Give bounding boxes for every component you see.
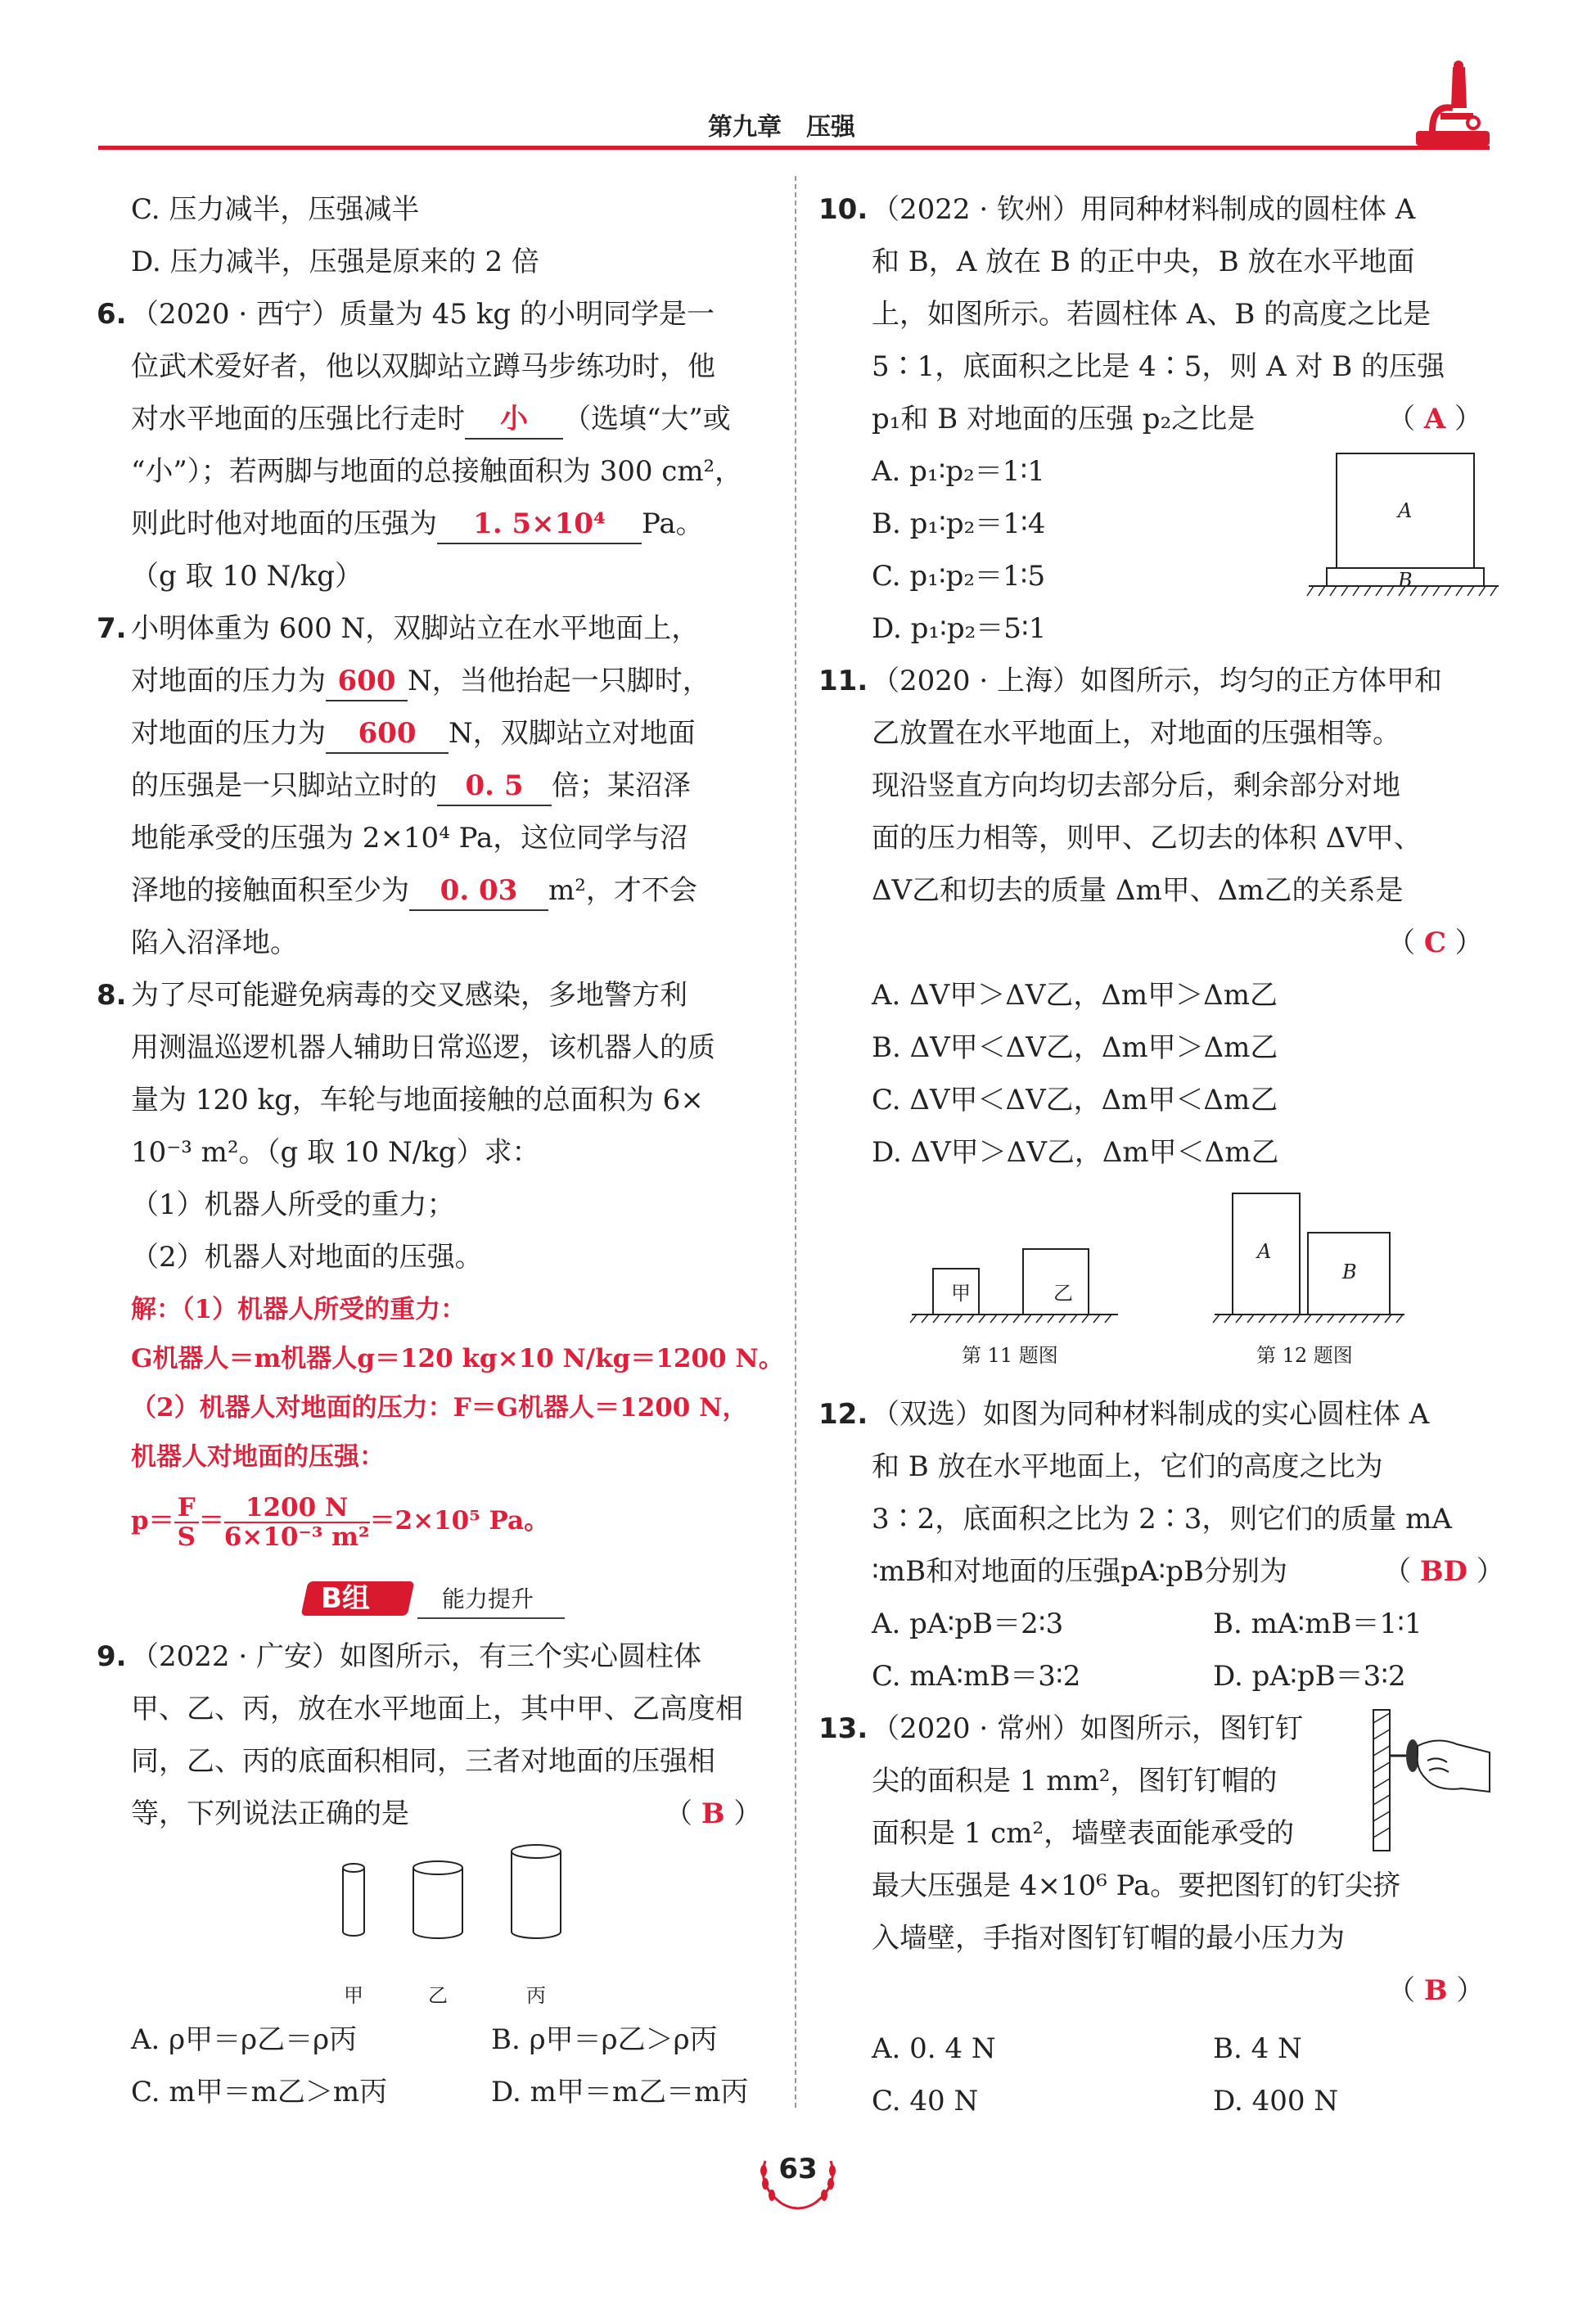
q12-line3: 3∶2，底面积之比为 2∶3，则它们的质量 mA	[872, 1503, 1452, 1536]
q7-line6	[131, 872, 697, 911]
q13-line1: （2020 · 常州）如图所示，图钉钉	[872, 1712, 1303, 1745]
q11-figure	[908, 1236, 1121, 1326]
q9-label-bing: 丙	[526, 1984, 546, 2007]
q12-option-d: D. pA∶pB＝3∶2	[1213, 1660, 1406, 1693]
q7-line4-a: 的压强是一只脚站立时的	[131, 769, 437, 802]
q8-solution-formula	[131, 1488, 549, 1554]
q12-figure	[1211, 1187, 1408, 1326]
q5-option-d: D. 压力减半，压强是原来的 2 倍	[131, 246, 539, 278]
q10-line3: 上，如图所示。若圆柱体 A、B 的高度之比是	[872, 298, 1431, 331]
q9-option-c: C. m甲＝m乙＞m丙	[131, 2076, 388, 2108]
q6-line5	[131, 505, 704, 544]
fraction-numerator: 1200 N	[224, 1494, 370, 1523]
q6-line2: 位武术爱好者，他以双脚站立蹲马步练功时，他	[131, 350, 715, 383]
q9-label-yi: 乙	[428, 1984, 448, 2007]
q10-line2: 和 B，A 放在 B 的正中央，B 放在水平地面	[872, 246, 1415, 278]
q7-answer-blank3: 0. 5	[437, 767, 552, 806]
q7-line7: 陷入沼泽地。	[131, 927, 298, 959]
q7-line4-b: 倍；某沼泽	[552, 769, 691, 802]
formula-result: ＝2×10⁵ Pa。	[369, 1506, 550, 1536]
q6-number: 6.	[97, 298, 127, 331]
q11-ground-hatch	[910, 1315, 1111, 1323]
q7-line2-b: N，当他抬起一只脚时，	[408, 665, 710, 697]
q11-answer-bracket: （ C ）	[1387, 927, 1483, 959]
q12-number: 12.	[818, 1398, 868, 1431]
chapter-header: 第九章 压强	[708, 113, 855, 142]
q6-answer-blank2: 1. 5×10⁴	[437, 505, 642, 544]
q11-caption: 第 11 题图	[962, 1344, 1058, 1367]
q7-line3	[131, 715, 696, 754]
q8-solution-line3: （2）机器人对地面的压力：F＝G机器人＝1200 N，	[131, 1393, 748, 1423]
q6-line1: （2020 · 西宁）质量为 45 kg 的小明同学是一	[131, 298, 715, 331]
q11-label-yi: 乙	[1053, 1282, 1073, 1305]
formula-eq: ＝	[198, 1506, 224, 1536]
q10-option-d: D. p₁∶p₂＝5∶1	[872, 612, 1047, 645]
q11-line1: （2020 · 上海）如图所示，均匀的正方体甲和	[872, 665, 1442, 697]
q11-answer: C	[1423, 927, 1446, 959]
cylinder-jia	[343, 1864, 364, 1936]
q6-answer-blank1: 小	[465, 400, 563, 440]
q7-line2	[131, 662, 710, 701]
q13-line2: 尖的面积是 1 mm²，图钉钉帽的	[872, 1765, 1278, 1797]
q13-option-a: A. 0. 4 N	[872, 2032, 996, 2065]
column-divider	[795, 176, 796, 2108]
q7-number: 7.	[97, 612, 127, 645]
q10-option-b: B. p₁∶p₂＝1∶4	[872, 507, 1046, 540]
header-rule	[98, 146, 1490, 150]
q9-option-d: D. m甲＝m乙＝m丙	[491, 2076, 749, 2108]
q8-solution-line1: 解：（1）机器人所受的重力：	[131, 1295, 467, 1324]
cylinder-bing	[512, 1845, 561, 1938]
q8-line3: 量为 120 kg，车轮与地面接触的总面积为 6×	[131, 1084, 704, 1116]
q6-line3-a: 对水平地面的压强比行走时	[131, 403, 465, 435]
q9-answer: B	[701, 1797, 725, 1830]
q9-answer-bracket: （ B ）	[665, 1797, 762, 1830]
q10-number: 10.	[818, 193, 868, 226]
q7-answer-blank4: 0. 03	[409, 872, 548, 911]
q10-label-a: A	[1398, 499, 1413, 522]
q12-caption: 第 12 题图	[1256, 1344, 1353, 1367]
q11-option-b: B. ΔV甲＜ΔV乙，Δm甲＞Δm乙	[872, 1031, 1278, 1064]
formula-p: p＝	[131, 1506, 174, 1536]
q13-line3: 面积是 1 cm²，墙壁表面能承受的	[872, 1817, 1295, 1850]
q8-line1: 为了尽可能避免病毒的交叉感染，多地警方利	[131, 979, 688, 1012]
q10-line4: 5∶1，底面积之比是 4∶5，则 A 对 B 的压强	[872, 350, 1445, 383]
q7-answer-blank2: 600	[326, 715, 449, 754]
q13-thumbtack-figure	[1359, 1707, 1498, 1854]
q6-line3-b: （选填“大”或	[563, 403, 731, 435]
q7-line5: 地能承受的压强为 2×10⁴ Pa，这位同学与沼	[131, 822, 688, 855]
q10-answer-bracket: （ A ）	[1387, 403, 1483, 435]
q12-ground-hatch	[1213, 1315, 1403, 1323]
q9-option-a: A. ρ甲＝ρ乙＝ρ丙	[131, 2023, 358, 2056]
q13-option-c: C. 40 N	[872, 2085, 979, 2117]
q9-line1: （2022 · 广安）如图所示，有三个实心圆柱体	[131, 1640, 701, 1673]
q12-answer-bracket: （ BD ）	[1383, 1555, 1504, 1588]
q12-option-b: B. mA∶mB＝1∶1	[1213, 1608, 1422, 1640]
q7-line2-a: 对地面的压力为	[131, 665, 326, 697]
cylinder-yi	[413, 1861, 462, 1938]
q11-option-a: A. ΔV甲＞ΔV乙，Δm甲＞Δm乙	[872, 979, 1278, 1012]
section-b-badge-label: B组	[321, 1582, 370, 1615]
q6-line6: （g 取 10 N/kg）	[131, 560, 363, 593]
page-number: 63	[778, 2153, 818, 2185]
q7-line6-a: 泽地的接触面积至少为	[131, 874, 409, 907]
q12-option-a: A. pA∶pB＝2∶3	[872, 1608, 1064, 1640]
q10-line1: （2022 · 钦州）用同种材料制成的圆柱体 A	[872, 193, 1416, 226]
q10-line5: p₁和 B 对地面的压强 p₂之比是	[872, 403, 1256, 435]
q11-line4: 面的压力相等，则甲、乙切去的体积 ΔV甲、	[872, 822, 1422, 855]
microscope-icon	[1408, 59, 1498, 151]
q6-line5-b: Pa。	[642, 507, 704, 540]
fraction-s: S	[177, 1522, 196, 1552]
q7-line3-b: N，双脚站立对地面	[449, 717, 696, 750]
q6-line3	[131, 400, 731, 440]
q13-answer-bracket: （ B ）	[1387, 1974, 1485, 2007]
q11-option-c: C. ΔV甲＜ΔV乙，Δm甲＜Δm乙	[872, 1084, 1278, 1116]
section-b-title: 能力提升	[442, 1585, 534, 1612]
q8-number: 8.	[97, 979, 127, 1012]
q13-line5: 入墙壁，手指对图钉钉帽的最小压力为	[872, 1922, 1345, 1955]
section-b-underline	[417, 1617, 565, 1619]
q7-line4	[131, 767, 691, 806]
q11-line2: 乙放置在水平地面上，对地面的压强相等。	[872, 717, 1400, 750]
q9-label-jia: 甲	[344, 1984, 363, 2007]
q6-line4: “小”）；若两脚与地面的总接触面积为 300 cm²，	[131, 455, 743, 488]
q8-solution-line4: 机器人对地面的压强：	[131, 1442, 385, 1472]
q9-line2: 甲、乙、丙，放在水平地面上，其中甲、乙高度相	[131, 1693, 743, 1725]
q10-option-c: C. p₁∶p₂＝1∶5	[872, 560, 1046, 593]
q9-cylinders-figure	[327, 1842, 614, 1964]
q13-line4: 最大压强是 4×10⁶ Pa。要把图钉的钉尖挤	[872, 1869, 1401, 1902]
q11-label-jia: 甲	[951, 1282, 971, 1305]
fraction-denominator: 6×10⁻³ m²	[223, 1522, 370, 1552]
q12-line4: ∶mB和对地面的压强pA∶pB分别为	[872, 1555, 1287, 1588]
q13-option-d: D. 400 N	[1213, 2085, 1339, 2117]
q12-answer: BD	[1419, 1555, 1468, 1588]
q12-line2: 和 B 放在水平地面上，它们的高度之比为	[872, 1450, 1383, 1483]
q11-line3: 现沿竖直方向均切去部分后，剩余部分对地	[872, 769, 1400, 802]
q8-solution-line2: G机器人＝m机器人g＝120 kg×10 N/kg＝1200 N。	[131, 1344, 784, 1373]
q12-label-b: B	[1342, 1260, 1357, 1283]
q8-line4: 10⁻³ m²。（g 取 10 N/kg）求：	[131, 1136, 540, 1169]
q9-line3: 同，乙、丙的底面积相同，三者对地面的压强相	[131, 1745, 715, 1778]
hand	[1418, 1740, 1490, 1792]
q11-number: 11.	[818, 665, 868, 697]
q5-option-c: C. 压力减半，压强减半	[131, 193, 420, 226]
q8-line2: 用测温巡逻机器人辅助日常巡逻，该机器人的质	[131, 1031, 715, 1064]
q7-line6-b: m²，才不会	[548, 874, 697, 907]
fraction-values	[224, 1494, 370, 1551]
q7-line3-a: 对地面的压力为	[131, 717, 326, 750]
q12-option-c: C. mA∶mB＝3∶2	[872, 1660, 1081, 1693]
q11-option-d: D. ΔV甲＞ΔV乙，Δm甲＜Δm乙	[872, 1136, 1279, 1169]
q11-line5: ΔV乙和切去的质量 Δm甲、Δm乙的关系是	[872, 874, 1404, 907]
fraction-f: F	[174, 1494, 199, 1523]
q9-option-b: B. ρ甲＝ρ乙＞ρ丙	[491, 2023, 718, 2056]
fraction-f-over-s	[174, 1494, 199, 1551]
q9-number: 9.	[97, 1640, 127, 1673]
q8-line6: （2）机器人对地面的压强。	[131, 1241, 483, 1274]
q6-line5-a: 则此时他对地面的压强为	[131, 507, 437, 540]
q10-label-b: B	[1398, 569, 1413, 592]
q13-option-b: B. 4 N	[1213, 2032, 1302, 2065]
q7-line1: 小明体重为 600 N，双脚站立在水平地面上，	[131, 612, 700, 645]
q7-answer-blank1: 600	[326, 662, 408, 701]
q13-number: 13.	[818, 1712, 868, 1745]
q10-option-a: A. p₁∶p₂＝1∶1	[872, 455, 1045, 488]
q8-line5: （1）机器人所受的重力；	[131, 1188, 455, 1221]
q12-label-a: A	[1257, 1240, 1272, 1263]
q9-line4: 等，下列说法正确的是	[131, 1797, 409, 1830]
q10-answer: A	[1423, 403, 1446, 435]
q12-line1: （双选）如图为同种材料制成的实心圆柱体 A	[872, 1398, 1430, 1431]
q13-answer: B	[1423, 1974, 1448, 2007]
